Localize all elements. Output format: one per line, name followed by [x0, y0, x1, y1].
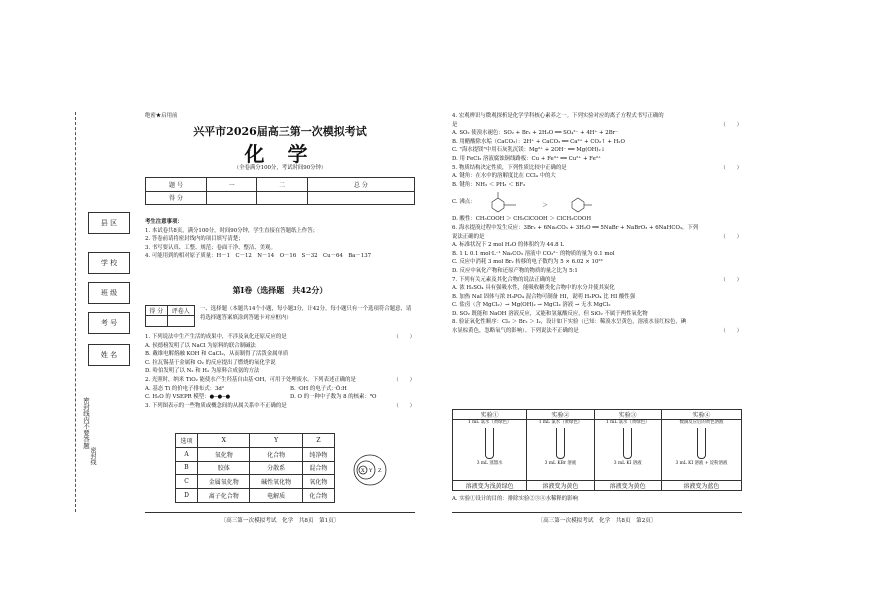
left-questions — [145, 333, 415, 410]
q8-apparatus-cell — [594, 420, 661, 481]
question-option: B. 加热 NaI 固体与浓 H₃PO₄ 混合物可制备 HI，说明 H₃PO₄ 比 HI 酸性强 — [452, 293, 636, 300]
answer-bracket[interactable]: （ ） — [720, 233, 742, 240]
q3-cell: 电解质 — [250, 489, 302, 503]
instructions — [145, 218, 371, 261]
score-header-cell: 题 号 — [146, 178, 207, 192]
left-page-bottom-rule — [145, 512, 415, 513]
q3-header: Z — [302, 434, 334, 448]
question-option-row — [145, 393, 415, 402]
question-2-stem: 2. 光照时，纳米 TiO₂ 能使水产生羟基自由基·OH，可用于处理废水。下列表述正确的是 （ ） — [145, 376, 415, 383]
question-option: C. H₂O 的 VSEPR 模型：●─●─● — [145, 394, 231, 401]
test-tube-icon — [697, 428, 706, 459]
q8-header: 实验④ — [661, 410, 741, 420]
section1-title: 第Ⅰ卷（选择题 共42分） — [232, 285, 328, 295]
grader-name-cell[interactable] — [167, 316, 194, 327]
exam-title: 兴平市2026届高三第一次模拟考试 — [193, 125, 367, 138]
q8-header: 实验③ — [594, 410, 661, 420]
score-table — [145, 177, 415, 205]
question-4-stem-cont: 是 （ ） — [452, 121, 742, 128]
question-option: D. SO₂ 既能和 NaOH 溶液反应，又能和氢氟酸反应，但 SiO₂ 不属于两性氧化物 — [452, 310, 648, 317]
q3-cell: C — [176, 475, 198, 489]
q8-result: 溶液变为蓝色 — [661, 480, 741, 490]
right-footer: 〔高三第一次模拟考试 化学 共8页 第2页〕 — [537, 518, 657, 524]
question-option: C. 拉瓦锡基于金属和 O₂ 的反应提出了燃烧的氧化学说 — [145, 359, 276, 366]
test-tube-icon — [623, 428, 632, 459]
question-option: D. O 的一种中子数为 8 的核素：⁸O — [290, 394, 377, 401]
venn-diagram — [352, 452, 388, 488]
benzene-ring-2 — [572, 198, 584, 212]
sidebar-field-school[interactable]: 学 校 — [88, 252, 130, 274]
question-option: D. 反应中氧化产物和还原产物的物质的量之比为 5:1 — [452, 267, 578, 274]
q3-cell: 混合物 — [302, 461, 334, 475]
question-8-stem-cont: 水显棕黄色，忽略氧气的影响）。下列说法不正确的是 （ ） — [452, 328, 742, 335]
subject-title: 化 学 — [244, 142, 316, 166]
grader-score-label: 得 分 — [146, 306, 168, 316]
q3-table — [175, 433, 335, 503]
score-header-cell: 二 — [257, 178, 307, 192]
score-header-cell: 一 — [207, 178, 257, 192]
q3-cell: 纯净物 — [302, 447, 334, 461]
question-option: D. 哈伯发明了以 N₂ 和 H₂ 为原料合成氨的方法 — [145, 368, 260, 375]
question-option: A. 标准状况下 2 mol H₂O 的体积约为 44.8 L — [452, 242, 564, 249]
question-option: B. ·OH 的电子式：·Ö:H — [290, 385, 347, 392]
question-option: D. 酸性：CH₃COOH ＞ CH₂ClCOOH ＞ ClCH₂COOH — [452, 216, 592, 223]
left-footer: 〔高三第一次模拟考试 化学 共8页 第1页〕 — [220, 518, 340, 524]
molecule-structures — [482, 189, 632, 215]
tube-label: 1 mL 氯水（黄绿色） — [467, 420, 512, 426]
answer-bracket[interactable]: （ ） — [720, 328, 742, 335]
q8-result: 溶液变为黄色 — [594, 480, 661, 490]
question-option: C. 反应中消耗 3 mol Br₂ 转移的电子数约为 5 × 6.02 × 10²³ — [452, 259, 603, 266]
question-3-stem: 3. 下列图表示的一些物质或概念间的从属关系中不正确的是 （ ） — [145, 402, 415, 409]
question-option: B. 戴维电解熔融 KOH 和 CaCl₂，从而制得了活泼金属单质 — [145, 351, 289, 358]
benzene-ring-1 — [492, 198, 504, 212]
question-option: D. 用 FeCl₃ 溶液腐蚀铜线路板：Cu + Fe³⁺ ══ Cu²⁺ + Fe²⁺ — [452, 155, 601, 162]
grader-box — [145, 305, 195, 327]
q3-cell: 氧化物 — [302, 475, 334, 489]
q3-header: X — [198, 434, 250, 448]
binding-line — [75, 112, 76, 512]
score-cell[interactable] — [257, 191, 307, 205]
sidebar-field-district[interactable]: 县 区 — [88, 212, 130, 234]
exam-note: （全卷满分100分，考试时间90分钟） — [233, 165, 327, 171]
venn-label-x: X — [361, 468, 365, 474]
instruction-item: 1. 本试卷共8页，满分100分，时间90分钟，学生直接在答题纸上作答； — [145, 227, 318, 234]
sidebar-field-class[interactable]: 班 级 — [88, 282, 130, 304]
test-tube-icon — [485, 428, 494, 459]
tube-bottom-label: 3 mL KBr 溶液 — [544, 461, 577, 467]
question-option: A. SO₂ 使溴水褪色：SO₂ + Br₂ + 2H₂O ══ SO₄²⁻ + 4H⁺ + 2Br⁻ — [452, 130, 619, 137]
q8-apparatus-cell — [661, 420, 741, 481]
tube-label: 1 mL 氯水（黄绿色） — [538, 420, 583, 426]
tube-label: 数滴反应后的黄色溶液 — [679, 420, 724, 426]
answer-bracket[interactable]: （ ） — [393, 334, 415, 340]
q3-cell: 碱性氧化物 — [250, 475, 302, 489]
score-label-cell: 得 分 — [146, 191, 207, 205]
q3-cell: 离子化合物 — [198, 489, 250, 503]
question-4-stem: 4. 宏观辨识与微观探析是化学学科核心素养之一。下列实验对应的离子方程式书写正确的 — [452, 113, 664, 119]
q3-cell: A — [176, 447, 198, 461]
q8-apparatus-cell — [453, 420, 527, 481]
binding-sidebar — [70, 112, 132, 512]
q3-header: Y — [250, 434, 302, 448]
comparison-sign: ＞ — [542, 202, 549, 210]
question-option: C. 盐卤（含 MgCl₂）→ Mg(OH)₂ → MgCl₂ 溶液 → 无水 MgCl₂ — [452, 302, 611, 309]
instruction-item: 4. 可能用到的相对原子质量：H－1 C－12 N－14 O－16 S－32 Cu－64 Ba－137 — [145, 253, 372, 260]
q3-cell: B — [176, 461, 198, 475]
sidebar-field-exam-number[interactable]: 考 号 — [88, 312, 130, 334]
venn-label-y: Y — [369, 468, 373, 474]
question-option: B. 用醋酸除水垢（CaCO₃）：2H⁺ + CaCO₃ ══ Ca²⁺ + CO₂↑ + H₂O — [452, 138, 625, 145]
q3-cell: 胶体 — [198, 461, 250, 475]
question-6-stem: 6. 海水提溴过程中发生反应：3Br₂ + 6Na₂CO₃ + 3H₂O ══ 5NaBr + NaBrO₃ + 6NaHCO₃，下列 — [452, 224, 699, 231]
question-5-option-c — [452, 189, 742, 215]
instructions-title: 考生注意事项： — [145, 219, 183, 225]
sidebar-line-label: 密封线 — [89, 447, 96, 465]
question-option: A. 键角：在水中的溶解度比在 CCl₄ 中的大 — [452, 173, 556, 180]
score-cell[interactable] — [207, 191, 257, 205]
right-questions — [452, 112, 742, 336]
tube-bottom-label: 3 mL 蒸馏水 — [476, 461, 503, 467]
question-7-stem: 7. 下列有关元素及其化合物的说法正确的是 （ ） — [452, 276, 742, 283]
q3-cell: D — [176, 489, 198, 503]
instruction-item: 3. 书写要认真、工整、规范；卷面干净、整洁、美观。 — [145, 244, 276, 251]
question-1-stem: 1. 下列说法中生产生活的成果中，不涉及氧化还原反应的是 （ ） — [145, 334, 415, 340]
sidebar-field-name[interactable]: 姓 名 — [88, 344, 130, 366]
instruction-item: 2. 答卷前请将密封线内的项目填写清楚； — [145, 236, 244, 243]
question-option: B. 1 L 0.1 mol·L⁻¹ Na₂CO₃ 溶液中 CO₃²⁻ 的物质的量为 0.1 mol — [452, 250, 615, 257]
question-option: C. "海水提镁"中用石灰乳沉镁：Mg²⁺ + 2OH⁻ ══ Mg(OH)₂↓ — [452, 147, 606, 154]
q8-result: 溶液变为浅黄绿色 — [453, 480, 527, 490]
q3-cell: 化合物 — [250, 447, 302, 461]
answer-bracket[interactable]: （ ） — [720, 164, 742, 171]
q8-result: 溶液变为黄色 — [527, 480, 594, 490]
q8-experiment-table — [452, 409, 742, 491]
q3-cell: 氧化物 — [198, 447, 250, 461]
question-8-option-a: A. 实验①设计的目的：排除实验②③④水稀释的影响 — [452, 496, 578, 502]
q3-cell: 分散系 — [250, 461, 302, 475]
q8-header: 实验② — [527, 410, 594, 420]
grader-score-cell[interactable] — [146, 316, 168, 327]
question-option: A. 侯德榜发明了以 NaCl 为原料的联合制碱法 — [145, 342, 256, 349]
q3-header: 选项 — [176, 434, 198, 448]
grader-name-label: 评卷人 — [167, 306, 194, 316]
score-cell[interactable] — [307, 191, 414, 205]
tube-label: 1 mL 氯水（黄绿色） — [605, 420, 650, 426]
question-option: C. 沸点： — [452, 199, 476, 206]
q3-cell: 化合物 — [302, 489, 334, 503]
q3-cell: 金属氧化物 — [198, 475, 250, 489]
answer-bracket[interactable]: （ ） — [393, 376, 415, 383]
question-8-stem: 8. 验证氧化性顺序：Cl₂ ＞ Br₂ ＞ I₂，设计如下实验（已知：稀溴水呈黄色，溶液水显红棕色，碘 — [452, 319, 687, 326]
question-option: A. 基态 Ti 的价电子排布式：3d² — [145, 385, 225, 392]
secret-label: 绝密★启用前 — [145, 113, 178, 119]
sidebar-notice: 密封线内不要答题 — [82, 397, 90, 449]
right-page-bottom-rule — [452, 512, 742, 513]
tube-bottom-label: 3 mL KI 溶液 + 淀粉溶液 — [675, 461, 728, 467]
question-option: B. 键角：NH₃ ＜ PH₃ ＜ BF₃ — [452, 181, 526, 188]
tube-bottom-label: 3 mL KI 溶液 — [613, 461, 642, 467]
answer-bracket[interactable]: （ ） — [393, 402, 415, 409]
venn-label-z: Z — [378, 468, 382, 474]
score-header-cell: 总 分 — [307, 178, 414, 192]
question-option: A. 浓 H₂SO₄ 具有强吸水性，能吸收糖类化合物中的水分并使其炭化 — [452, 285, 615, 292]
q8-header: 实验① — [453, 410, 527, 420]
section1-intro: 一、选择题（本题共14个小题，每小题3分，计42分。每小题只有一个选项符合题意，请将选择题答案填涂到答题卡对应框内） — [200, 306, 412, 321]
question-5-stem: 5. 物质结构决定性质，下列性质比较中正确的是 （ ） — [452, 164, 742, 171]
question-6-stem-cont: 说法正确的是 （ ） — [452, 233, 742, 240]
q8-apparatus-cell — [527, 420, 594, 481]
test-tube-icon — [556, 428, 565, 459]
answer-bracket[interactable]: （ ） — [720, 121, 742, 128]
answer-bracket[interactable]: （ ） — [720, 276, 742, 283]
question-option-row — [145, 385, 415, 394]
